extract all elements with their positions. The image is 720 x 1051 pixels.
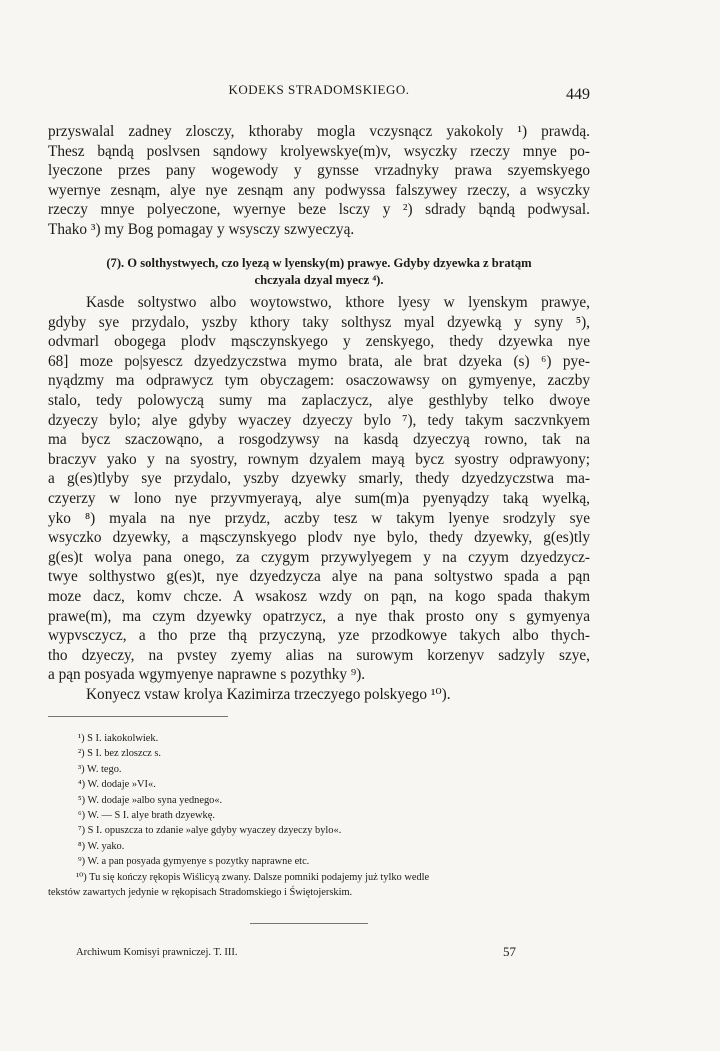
- text-line: stalo, tedy polowyczą sumy ma zaplaczycz, alye gesthlyby telko dwoye: [48, 391, 590, 409]
- text-line: 68] moze po|syescz dzyedzyczstwa mymo brata, ale brat dzyeka (s) ⁶) pye-: [48, 352, 590, 370]
- text-line: a g(es)tlyby sye przydalo, yszby dzyewky smarly, thedy dzyedzyczstwa ma-: [48, 470, 590, 488]
- footnote-continuation: tekstów zawartych jedynie w rękopisach Stradomskiego i Świętojerskim.: [48, 887, 353, 899]
- text-line: prawe(m), ma czym dzyewky opatrzycz, a nye thak prosto ony s gymyenya: [48, 607, 590, 625]
- footnote: ¹⁰) Tu się kończy rękopis Wiślicyą zwany. Dalsze pomniki podajemy już tylko wedle: [76, 871, 430, 883]
- text-line: przyswalal zadney zlosczy, kthoraby mogla vczysnącz yakokoly ¹) prawdą.: [48, 123, 590, 140]
- text-line: yko ⁸) myala na nye przydz, aczby tesz w takym lyenye srodzyly sye: [48, 509, 590, 527]
- footnote: ⁷) S I. opuszcza to zdanie »alye gdyby wyaczey dzyeczy bylo«.: [78, 825, 342, 837]
- page-footer: [76, 944, 516, 964]
- footnote: ⁹) W. a pan posyada gymyenye s pozytky naprawne etc.: [78, 856, 310, 868]
- text-line: ma bycz szaczowąno, a rosgodzywsy na kasdą dzyeczyą rowno, tak na: [48, 431, 590, 449]
- text-line: dzyeczy bylo; alye gdyby wyaczey dzyeczy bylo ⁷), tedy takym saczvnkyem: [48, 411, 590, 429]
- footnote: ³) W. tego.: [78, 763, 122, 775]
- text-line: Thesz bąndą poslvsen sąndowy krolyewskye(m)v, wsyczky rzeczy mnye po-: [48, 142, 590, 160]
- text-line: wypvsczycz, a tho prze thą przyczyną, yze przodkowye takych albo thych-: [48, 627, 590, 645]
- section-heading: [48, 255, 590, 289]
- footnote: ⁸) W. yako.: [78, 840, 125, 852]
- running-head: KODEKS STRADOMSKIEGO.: [228, 82, 410, 97]
- signature-number: 57: [503, 944, 516, 959]
- text-line: gdyby sye przydalo, yszby kthory taky solthysz myal dzyewką y syny ⁵),: [48, 313, 590, 331]
- text-line: tho dzyeczy, na pvstey zyemy alias na surowym korzenyv sadzyly szye,: [48, 646, 590, 664]
- footnote: ⁵) W. dodaje »albo syna yednego«.: [78, 794, 223, 806]
- footnote: ¹) S I. iakokolwiek.: [78, 733, 159, 744]
- text-line: wyernye zesnąm, alye nye zesnąm any podwyssa falszywey rzeczy, a wsyczky: [48, 181, 590, 199]
- text-line: wsyczko dzyewky, a mąsczynskyego plodv nye bylo, thedy dzyewky, g(es)tly: [48, 529, 590, 547]
- text-line: Kasde soltystwo albo woytowstwo, kthore lyesy w lyenskym prawye,: [86, 294, 590, 311]
- page-header: [48, 82, 590, 110]
- text-line: g(es)t wolya pana onego, za czygym przywylyegem y na czyym dzyedzycz-: [48, 548, 590, 566]
- footer-signature: Archiwum Komisyi prawniczej. T. III.: [76, 947, 238, 958]
- text-line: rzeczy mnye polyeczone, wyernye beze lsczy y ²) sdrady bąndą podwysal.: [48, 201, 590, 219]
- intro-paragraph: [48, 122, 590, 240]
- text-line: czyerzy w lono nye przyvmyerayą, alye sum(m)a pyenyądzy taką wyelką,: [48, 489, 590, 507]
- text-line: twye solthystwo g(es)t, nye dzyedzycza alye na pana soltystwo spada a pąn: [48, 568, 590, 586]
- footnotes: [48, 731, 590, 900]
- footnote-separator: [48, 716, 228, 717]
- text-line: odvmarl obogega plodv mąsczynskyego y zenskyego, thedy dzyewka nye: [48, 333, 590, 351]
- main-paragraph: [48, 293, 590, 704]
- text-line: Thako ³) my Bog pomagay y wsysczy szwyeczyą.: [48, 220, 355, 238]
- closing-line: Konyecz vstaw krolya Kazimirza trzeczyego polskyego ¹⁰).: [86, 685, 451, 703]
- footnote: ²) S I. bez zloszcz s.: [78, 748, 162, 760]
- text-line: nyądzmy ma odprawycz tym obyczagem: osaczowawsy on gymyenye, zaczby: [48, 372, 590, 390]
- footnote: ⁶) W. — S I. alye brath dzyewkę.: [78, 810, 215, 822]
- text-line: moze dacz, komv chcze. A wsakosz wzdy on pąn, na kogo spada thakym: [48, 587, 590, 605]
- page-number: 449: [566, 86, 590, 103]
- text-line: lyeczone przes pany wogewody y gynsse vrzadnyky prawa szyemskyego: [48, 162, 590, 180]
- section-heading-line: (7). O solthystwyech, czo lyezą w lyensky(m) prawye. Gdyby dzyewka z bratąm: [106, 256, 532, 270]
- footnote: ⁴) W. dodaje »VI«.: [78, 779, 156, 791]
- text-line: braczyv yako y na syostry, rownym dzyalem mayą bycz syostry odprawyony;: [48, 450, 590, 468]
- text-line: a pąn posyada wgymyenye naprawne s pozythky ⁹).: [48, 666, 366, 684]
- section-heading-line: chczyala dzyal myecz ⁴).: [254, 273, 384, 287]
- footer-separator: [250, 923, 368, 924]
